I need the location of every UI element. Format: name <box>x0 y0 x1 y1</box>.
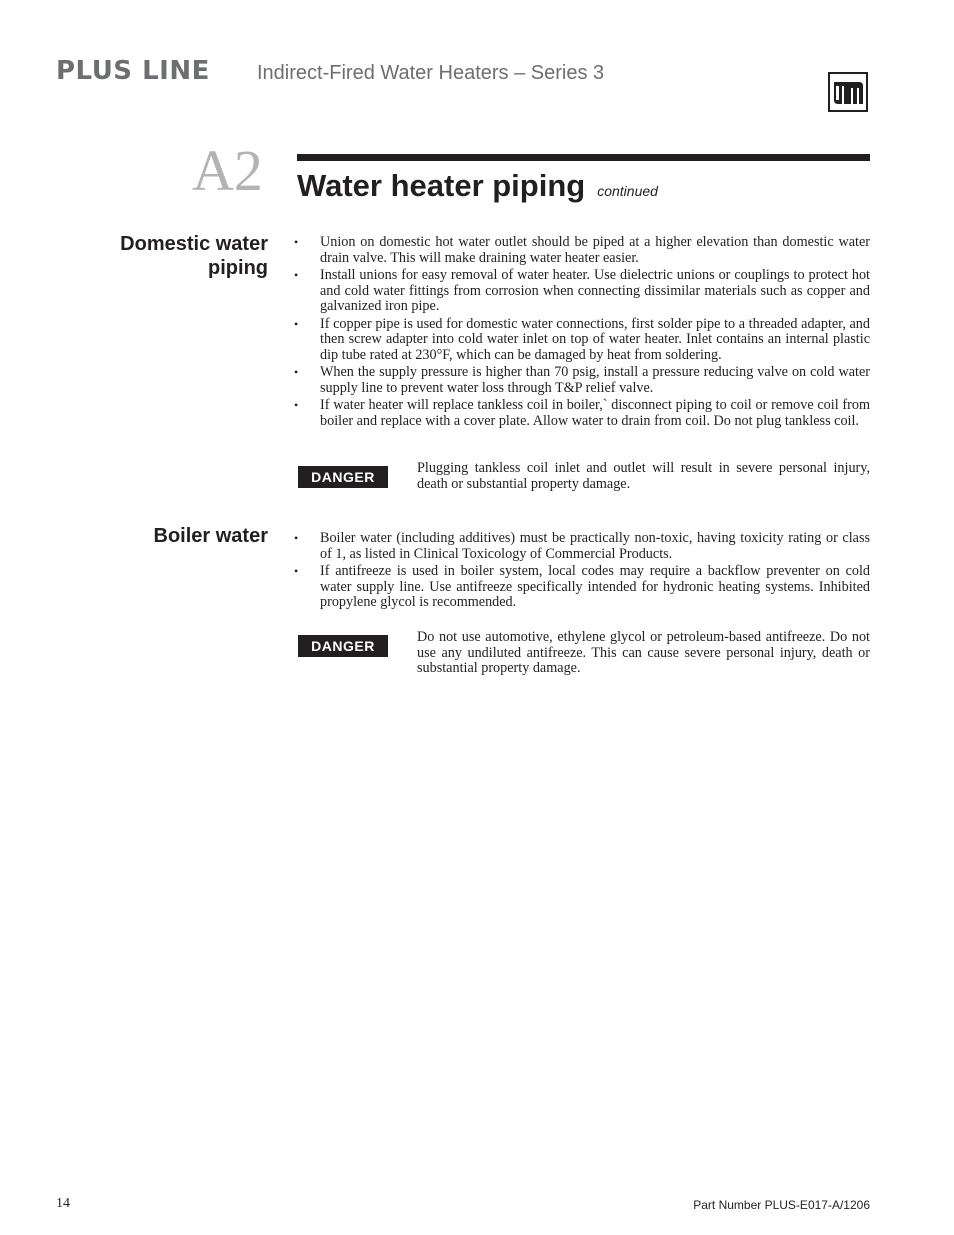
boiler-bullet-list <box>294 531 870 613</box>
list-item <box>294 398 870 429</box>
header-subtitle: Indirect-Fired Water Heaters – Series 3 <box>257 62 605 84</box>
list-item <box>294 365 870 396</box>
bullet-icon: • <box>294 564 299 578</box>
bullet-icon: • <box>294 531 299 545</box>
list-item-text: If copper pipe is used for domestic water connections, first solder pipe to a threaded adapter, and then screw adapter into cold water inlet on top of water heater. Inlet contains an internal plastic dip tube rated at 230°F, which can be damaged by heat from soldering. <box>320 315 870 363</box>
danger-badge: DANGER <box>298 635 388 657</box>
header-brand: PLUS LINE <box>56 56 210 86</box>
weil-mclain-logo-icon <box>828 72 868 112</box>
list-item <box>294 531 870 562</box>
boiler-heading: Boiler water <box>153 525 268 547</box>
bullet-icon: • <box>294 316 299 331</box>
page-title-text: Water heater piping <box>297 168 586 203</box>
bullet-icon: • <box>294 235 299 249</box>
list-item-text: If water heater will replace tankless coil in boiler,` disconnect piping to coil or remove coil from boiler and replace with a cover plate. Allow water to drain from coil. Do not plug tankless coil. <box>320 397 870 429</box>
domestic-heading-line2: piping <box>208 257 268 279</box>
danger-badge: DANGER <box>298 466 388 488</box>
list-item-text: When the supply pressure is higher than 70 psig, install a pressure reducing valve on cold water supply line to prevent water loss through T&P relief valve. <box>320 364 870 396</box>
list-item <box>294 235 870 266</box>
title-rule <box>297 154 870 161</box>
page-title <box>297 168 658 204</box>
bullet-icon: • <box>294 398 299 412</box>
bullet-icon: • <box>294 365 299 379</box>
page-number: 14 <box>56 1196 70 1211</box>
list-item <box>294 317 870 364</box>
section-number: A2 <box>192 138 263 203</box>
list-item-text: If antifreeze is used in boiler system, local codes may require a backflow preventer on cold water supply line. Use antifreeze specifically intended for hydronic heating systems. Inhibited propylene glycol is recommended. <box>320 563 870 610</box>
list-item-text: Boiler water (including additives) must be practically non-toxic, having toxicity rating or class of 1, as listed in Clinical Toxicology of Commercial Products. <box>320 530 870 562</box>
domestic-bullet-list <box>294 235 870 431</box>
part-number: Part Number PLUS-E017-A/1206 <box>693 1198 870 1212</box>
list-item <box>294 564 870 611</box>
domestic-heading <box>120 232 268 280</box>
list-item-text: Install unions for easy removal of water heater. Use dielectric unions or couplings to protect hot and cold water fittings from corrosion when connecting dissimilar materials such as copper and galvanized iron pipe. <box>320 267 870 314</box>
danger-text: Plugging tankless coil inlet and outlet will result in severe personal injury, death or substantial property damage. <box>417 460 870 492</box>
list-item-text: Union on domestic hot water outlet should be piped at a higher elevation than domestic water drain valve. This will make draining water heater easier. <box>320 234 870 266</box>
domestic-heading-line1: Domestic water <box>120 233 268 255</box>
page-title-suffix: continued <box>597 183 658 199</box>
bullet-icon: • <box>294 268 299 282</box>
list-item <box>294 268 870 315</box>
danger-text: Do not use automotive, ethylene glycol or petroleum-based antifreeze. Do not use any undiluted antifreeze. This can cause severe personal injury, death or substantial property damage. <box>417 629 870 676</box>
